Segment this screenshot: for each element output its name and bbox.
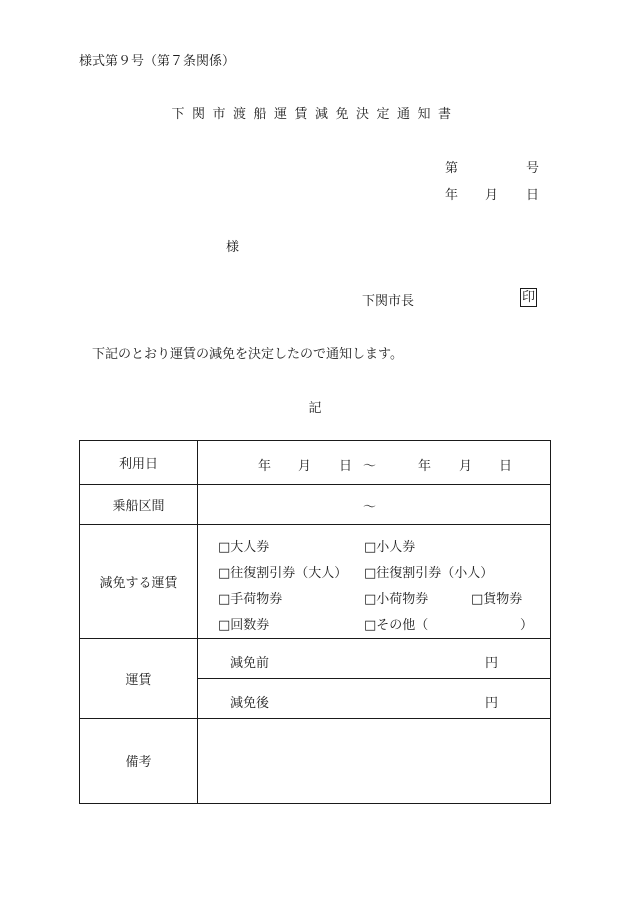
seal-stamp: 印 <box>522 290 536 305</box>
label-column-divider <box>197 441 198 803</box>
route-label: 乗船区間 <box>112 498 165 514</box>
fare-after-label: 減免後 <box>230 696 270 711</box>
usage-date-end-day: 日 <box>499 459 513 474</box>
checkbox-adult-ticket[interactable]: □大人券 <box>218 540 270 555</box>
fare-before-currency: 円 <box>485 656 499 671</box>
usage-date-start-year: 年 <box>258 459 272 474</box>
usage-date-end-year: 年 <box>418 459 432 474</box>
document-title: 下関市渡船運賃減免決定通知書 <box>171 107 459 122</box>
notice-body-text: 下記のとおり運賃の減免を決定したので通知します。 <box>92 347 403 362</box>
row-divider <box>197 678 550 679</box>
fare-before-label: 減免前 <box>230 656 270 671</box>
checkbox-small-parcel[interactable]: □小荷物券 <box>364 592 429 607</box>
usage-date-label: 利用日 <box>118 457 158 472</box>
checkbox-hand-luggage[interactable]: □手荷物券 <box>218 592 283 607</box>
usage-date-separator: ～ <box>363 459 377 474</box>
checkbox-other[interactable]: □その他（ <box>364 618 429 633</box>
fare-type-label: 減免する運賃 <box>99 575 178 591</box>
remarks-label: 備考 <box>125 755 152 770</box>
checkbox-round-trip-child[interactable]: □往復割引券（小人） <box>364 566 494 581</box>
usage-date-end-month: 月 <box>459 459 473 474</box>
checkbox-child-ticket[interactable]: □小人券 <box>364 540 416 555</box>
issue-date-day: 日 <box>526 188 540 203</box>
recipient-honorific: 様 <box>226 240 240 255</box>
checkbox-coupon-ticket[interactable]: □回数券 <box>218 618 270 633</box>
issue-date-year: 年 <box>445 188 459 203</box>
issuer-name: 下関市長 <box>362 294 415 309</box>
checkbox-round-trip-adult[interactable]: □往復割引券（大人） <box>218 566 348 581</box>
fare-after-currency: 円 <box>485 696 499 711</box>
reference-number-suffix: 号 <box>526 161 540 176</box>
fare-label: 運賃 <box>125 672 152 688</box>
usage-date-start-month: 月 <box>298 459 312 474</box>
issue-date-month: 月 <box>485 188 499 203</box>
reference-number-prefix: 第 <box>445 161 459 176</box>
checkbox-freight[interactable]: □貨物券 <box>471 592 523 607</box>
other-closing-paren: ） <box>520 618 534 633</box>
route-separator: ～ <box>363 500 377 515</box>
ki-heading: 記 <box>308 401 322 416</box>
details-table <box>79 440 551 804</box>
usage-date-start-day: 日 <box>339 459 353 474</box>
form-number: 様式第９号（第７条関係） <box>79 54 236 69</box>
